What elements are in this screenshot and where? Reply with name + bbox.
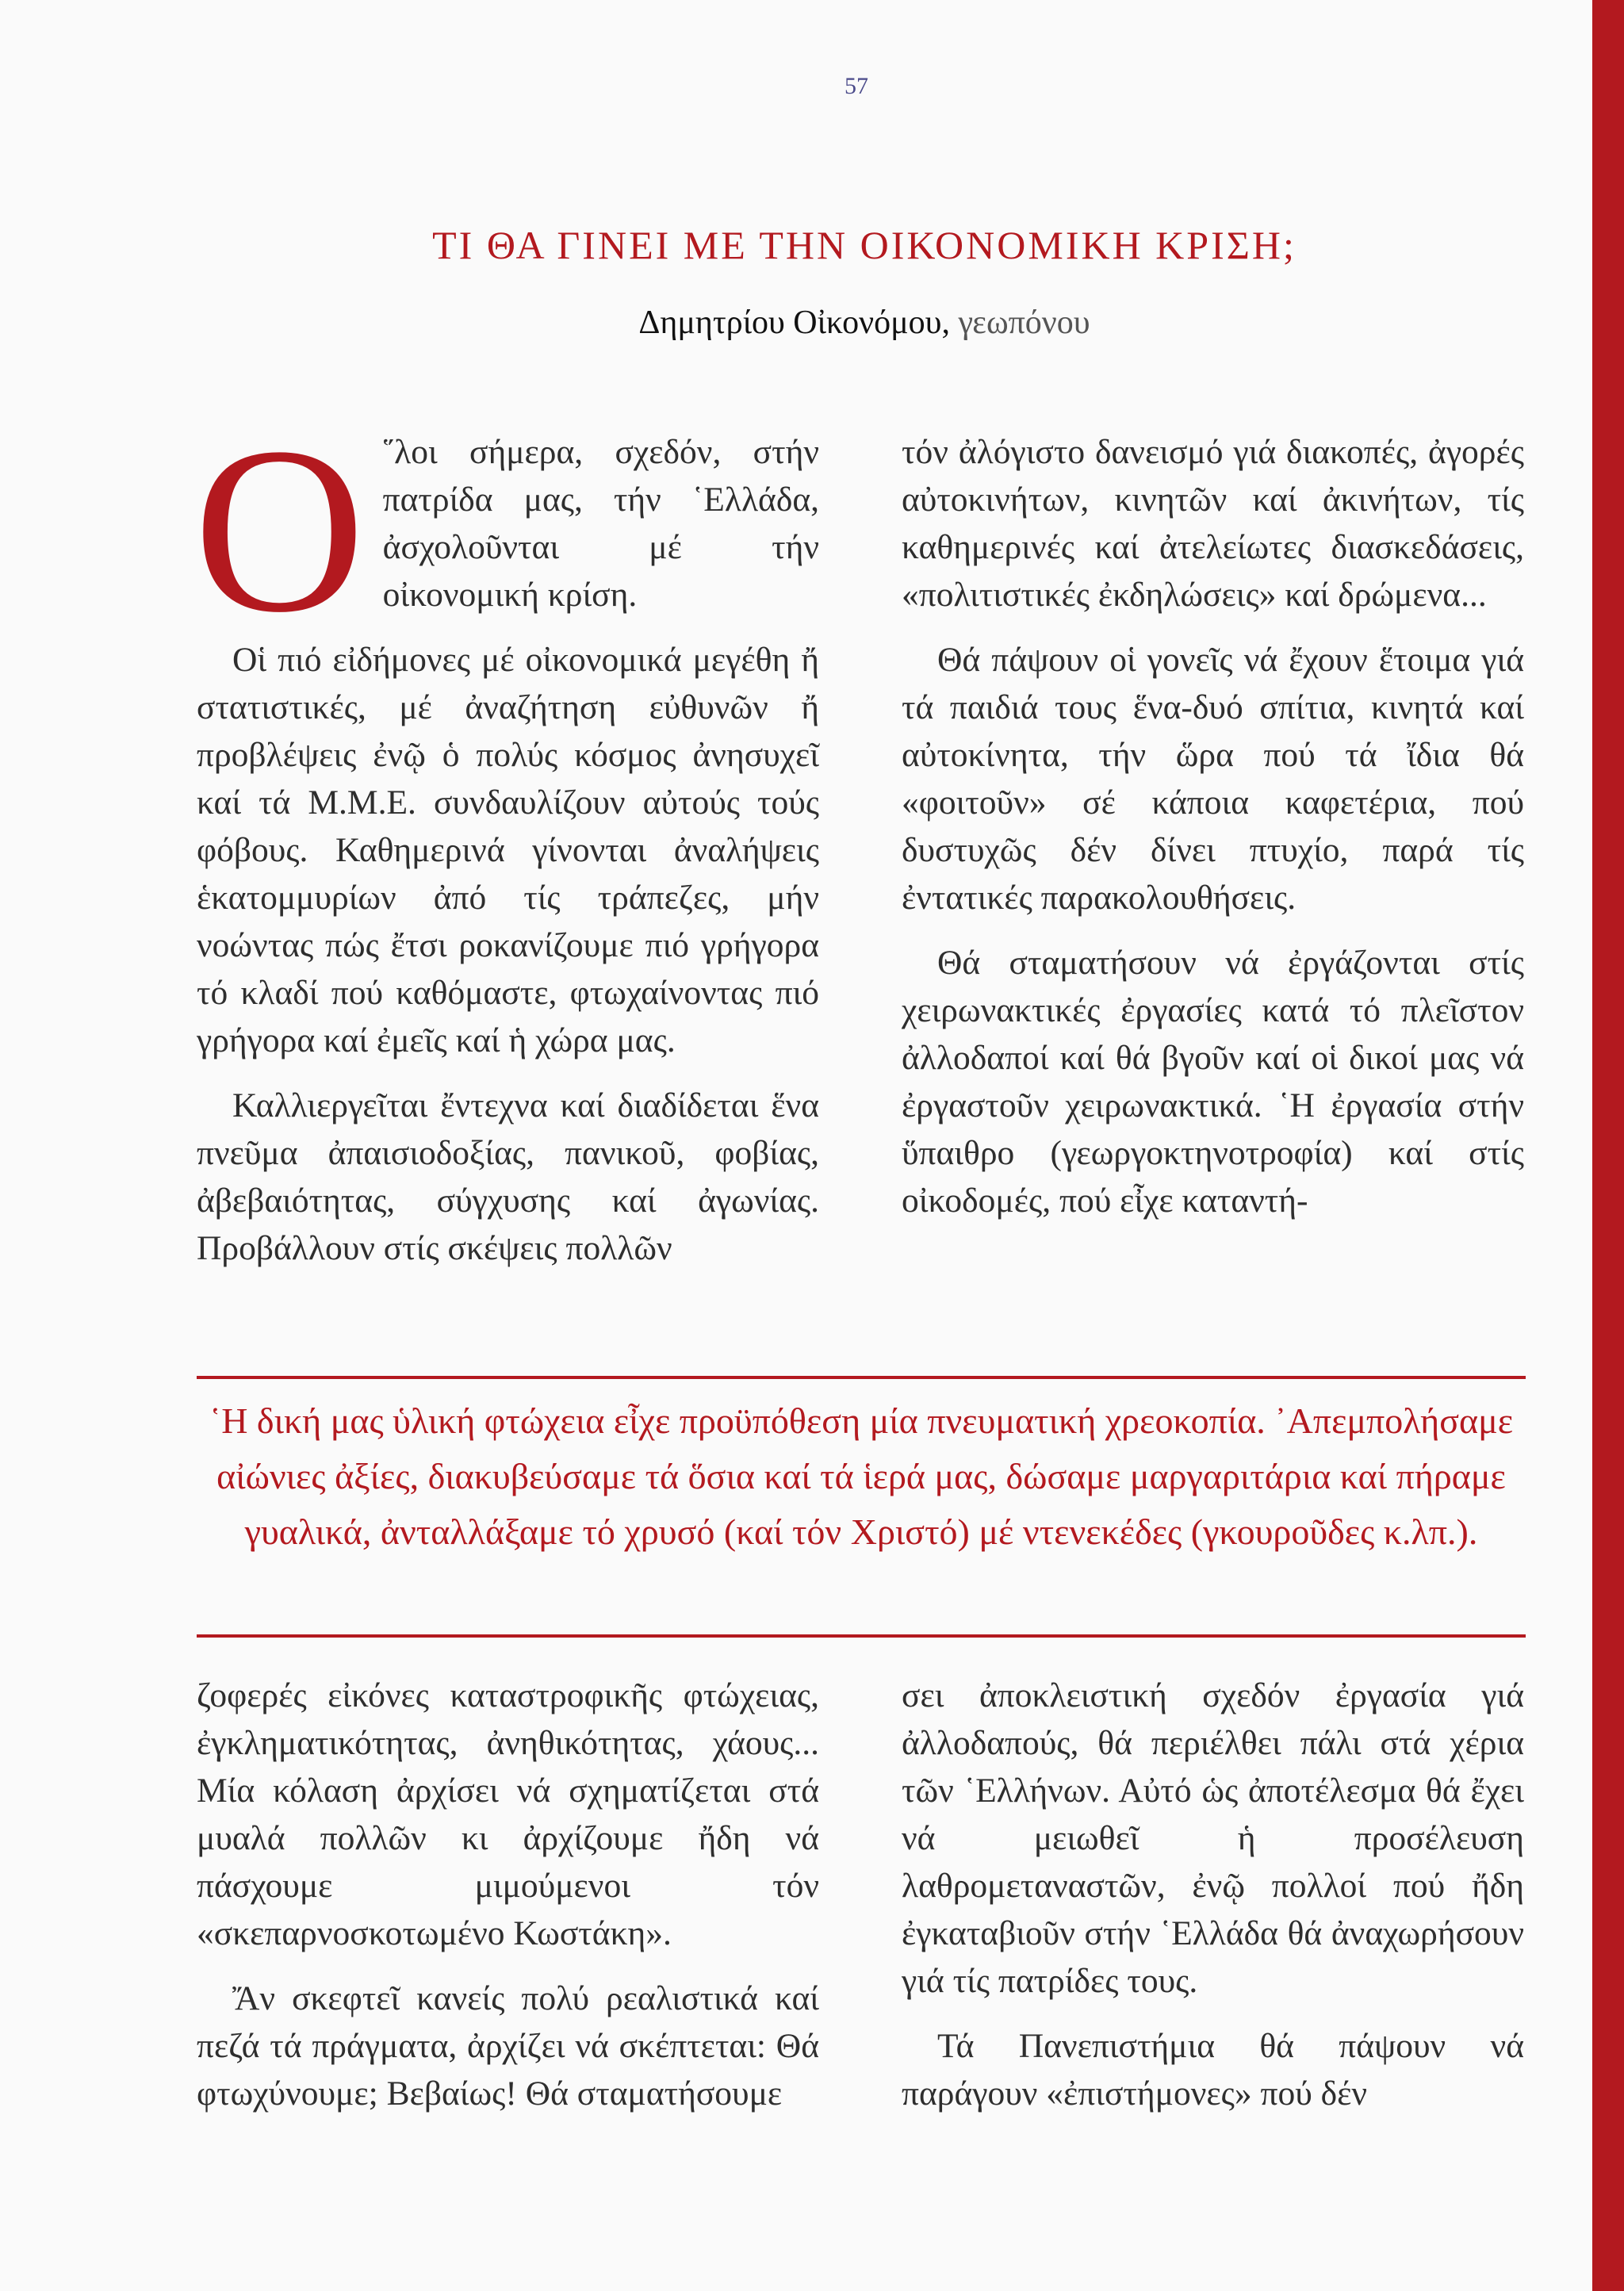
paragraph: Οἱ πιό εἰδήμονες μέ οἰκονομικά μεγέθη ἤ στατιστικές, μέ ἀναζήτηση εὐθυνῶν ἤ προβλέψεις ἐνῷ ὁ πολύς κόσμος ἀνησυχεῖ καί τά Μ.Μ.Ε. συνδαυλίζουν αὐτούς τούς φόβους. Καθημερινά γίνονται ἀναλήψεις ἑκατομμυρίων ἀπό τίς τράπεζες, μήν νοώντας πώς ἔτσι ροκανίζουμε πιό γρήγορα τό κλαδί πού καθόμαστε, φτωχαίνοντας πιό γρήγορα καί ἐμεῖς καί ἡ χώρα μας. <box>197 641 819 1059</box>
article-title: ΤΙ ΘΑ ΓΙΝΕΙ ΜΕ ΤΗΝ ΟΙΚΟΝΟΜΙΚΗ ΚΡΙΣΗ; <box>432 223 1297 267</box>
column-top-right <box>902 428 1524 1352</box>
edge-accent-bar <box>1592 0 1624 2291</box>
drop-cap: Ο <box>193 398 366 661</box>
column-bottom-right <box>902 1672 1524 2140</box>
author-name: Δημητρίου Οἰκονόμου, <box>638 305 950 341</box>
paragraph: τόν ἀλόγιστο δανεισμό γιά διακοπές, ἀγορές αὐτοκινήτων, κινητῶν καί ἀκινήτων, τίς καθημερινές καί ἀτελείωτες διασκεδάσεις, «πολιτιστικές ἐκδηλώσεις» καί δρώμενα... <box>902 433 1524 614</box>
column-top-left <box>193 398 819 1352</box>
pull-quote: ῾Η δική μας ὑλική φτώχεια εἶχε προϋπόθεση μία πνευματική χρεοκοπία. ᾿Απεμπολήσαμε αἰώνιες ἀξίες, διακυβεύσαμε τά ὅσια καί τά ἱερά μας, δώσαμε μαργαριτάρια καί πήραμε γυαλικά, ἀνταλλάξαμε τό χρυσό (καί τόν Χριστό) μέ ντενεκέδες (γκουροῦδες κ.λπ.). <box>209 1400 1514 1552</box>
author-profession: γεωπόνου <box>949 305 1090 341</box>
page-number: 57 <box>845 73 868 99</box>
paragraph: Θά πάψουν οἱ γονεῖς νά ἔχουν ἕτοιμα γιά τά παιδιά τους ἕνα-δυό σπίτια, κινητά καί αὐτοκίνητα, τήν ὥρα πού τά ἴδια θά «φοιτοῦν» σέ κάποια καφετέρια, πού δυστυχῶς δέν δίνει πτυχίο, παρά τίς ἐντατικές παρακολουθήσεις. <box>902 641 1524 917</box>
column-bottom-left <box>197 1672 819 2140</box>
pull-quote-top-rule <box>197 1376 1526 1379</box>
paragraph: Ἄν σκεφτεῖ κανείς πολύ ρεαλιστικά καί πεζά τά πράγματα, ἀρχίζει νά σκέπτεται: Θά φτωχύνουμε; Βεβαίως! Θά σταματήσουμε <box>197 1979 819 2113</box>
paragraph: Καλλιεργεῖται ἔντεχνα καί διαδίδεται ἕνα πνεῦμα ἀπαισιοδοξίας, πανικοῦ, φοβίας, ἀβεβαιότητας, σύγχυσης καί ἀγωνίας. Προβάλλουν στίς σκέψεις πολλῶν <box>197 1086 819 1267</box>
paragraph: Θά σταματήσουν νά ἐργάζονται στίς χειρωνακτικές ἐργασίες κατά τό πλεῖστον ἀλλοδαποί καί θά βγοῦν καί οἱ δικοί μας νά ἐργαστοῦν χειρωνακτικά. ῾Η ἐργασία στήν ὕπαιθρο (γεωργοκτηνοτροφία) καί στίς οἰκοδομές, πού εἶχε καταντή- <box>902 944 1524 1220</box>
paragraph: ζοφερές εἰκόνες καταστροφικῆς φτώχειας, ἐγκληματικότητας, ἀνηθικότητας, χάους... Μία κόλαση ἀρχίσει νά σχηματίζεται στά μυαλά πολλῶν κι ἀρχίζουμε ἤδη νά πάσχουμε μιμούμενοι τόν «σκεπαρνοσκοτωμένο Κωστάκη». <box>197 1676 819 1952</box>
byline <box>198 304 1530 342</box>
paragraph: σει ἀποκλειστική σχεδόν ἐργασία γιά ἀλλοδαπούς, θά περιέλθει πάλι στά χέρια τῶν ῾Ελλήνων. Αὐτό ὡς ἀποτέλεσμα θά ἔχει νά μειωθεῖ ἡ προσέλευση λαθρομεταναστῶν, ἐνῷ πολλοί πού ἤδη ἐγκαταβιοῦν στήν ῾Ελλάδα θά ἀναχωρήσουν γιά τίς πατρίδες τους. <box>902 1676 1524 2000</box>
paragraph: Τά Πανεπιστήμια θά πάψουν νά παράγουν «ἐπιστήμονες» πού δέν <box>902 2027 1524 2113</box>
pull-quote-bottom-rule <box>197 1634 1526 1638</box>
paragraph: Ο ῞λοι σήμερα, σχεδόν, στήν πατρίδα μας, τήν ῾Ελλάδα, ἀσχολοῦνται μέ τήν οἰκονομική κρίση. <box>193 398 819 661</box>
